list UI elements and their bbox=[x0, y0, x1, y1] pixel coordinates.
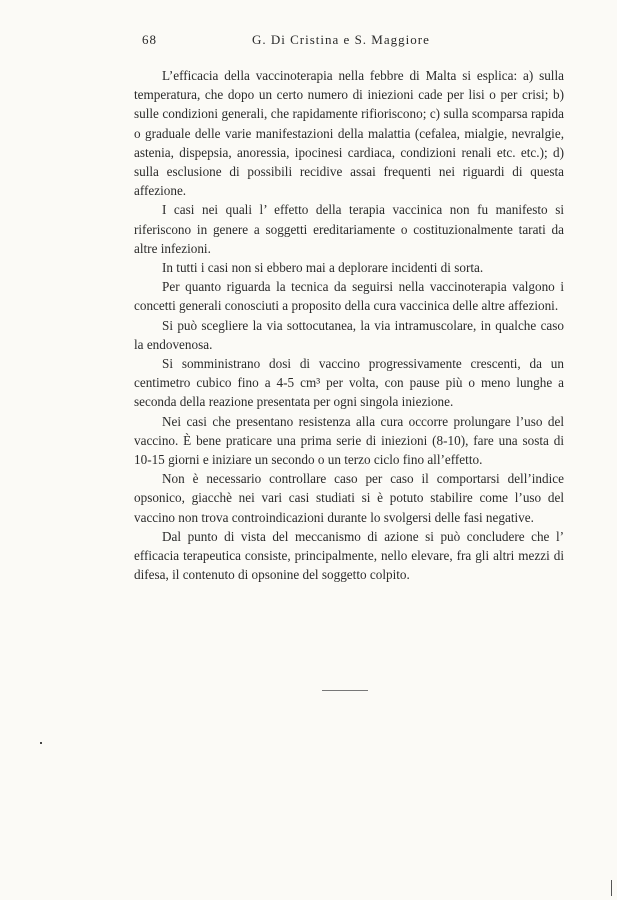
scan-speck bbox=[40, 742, 42, 744]
page-number: 68 bbox=[142, 32, 157, 47]
paragraph-incidenti: In tutti i casi non si ebbero mai a deplorare incidenti di sorta. bbox=[162, 260, 484, 276]
paragraph-conclusione: Dal punto di vista del meccanismo di azione si può concludere che l’ efficacia terapeutica consiste, principalmente, nello elevare, fra gli altri mezzi di difesa, il contenuto di opsonine del soggetto colpito. bbox=[134, 528, 564, 583]
paragraph-dosi: Si somministrano dosi di vaccino progressivamente crescenti, da un centimetro cubico fino a 4-5 cm³ per volta, con pause più o meno lunghe a seconda della reazione presentata per ogni singola iniezione. bbox=[134, 356, 564, 410]
end-rule bbox=[322, 690, 368, 691]
scan-edge-mark bbox=[611, 880, 612, 896]
body-text bbox=[134, 66, 564, 584]
paragraph-resistenza: Nei casi che presentano resistenza alla cura occorre prolungare l’uso del vaccino. È bene praticare una prima serie di iniezioni (8-10), fare una sosta di 10-15 giorni e iniziare un secondo o un terzo ciclo fino all’effetto. bbox=[134, 413, 564, 468]
running-head: G. Di Cristina e S. Maggiore bbox=[252, 32, 430, 47]
paragraph-indice-opsonico: Non è necessario controllare caso per caso il comportarsi dell’indice opsonico, giacchè nei vari casi studiati si è potuto stabilire come l’uso del vaccino non trova controindicazioni durante lo svolgersi delle fasi negative. bbox=[134, 471, 564, 525]
page-header bbox=[142, 32, 562, 52]
paragraph-casi-non-manifesto: I casi nei quali l’ effetto della terapia vaccinica non fu manifesto si riferiscono in genere a soggetti ereditariamente o costituzionalmente tarati da altre infezioni. bbox=[134, 202, 564, 256]
paragraph-tecnica: Per quanto riguarda la tecnica da seguirsi nella vaccinoterapia valgono i concetti generali conosciuti a proposito della cura vaccinica delle altre affezioni. bbox=[134, 279, 564, 314]
paragraph-efficacia: L’efficacia della vaccinoterapia nella febbre di Malta si esplica: a) sulla temperatura, che dopo un certo numero di iniezioni cade per lisi o per crisi; b) sulle condizioni generali, che rapidamente rifioriscono; c) sulla scomparsa rapida o graduale delle varie manifestazioni della malattia (cefalea, mialgie, nevralgie, astenia, dispepsia, anoressia, ipocinesi cardiaca, condizioni renali etc. etc.); d) sulla esclusione di possibili recidive assai frequenti nei riguardi di questa affezione. bbox=[134, 68, 564, 199]
paragraph-via: Si può scegliere la via sottocutanea, la via intramuscolare, in qualche caso la endovenosa. bbox=[134, 317, 564, 352]
